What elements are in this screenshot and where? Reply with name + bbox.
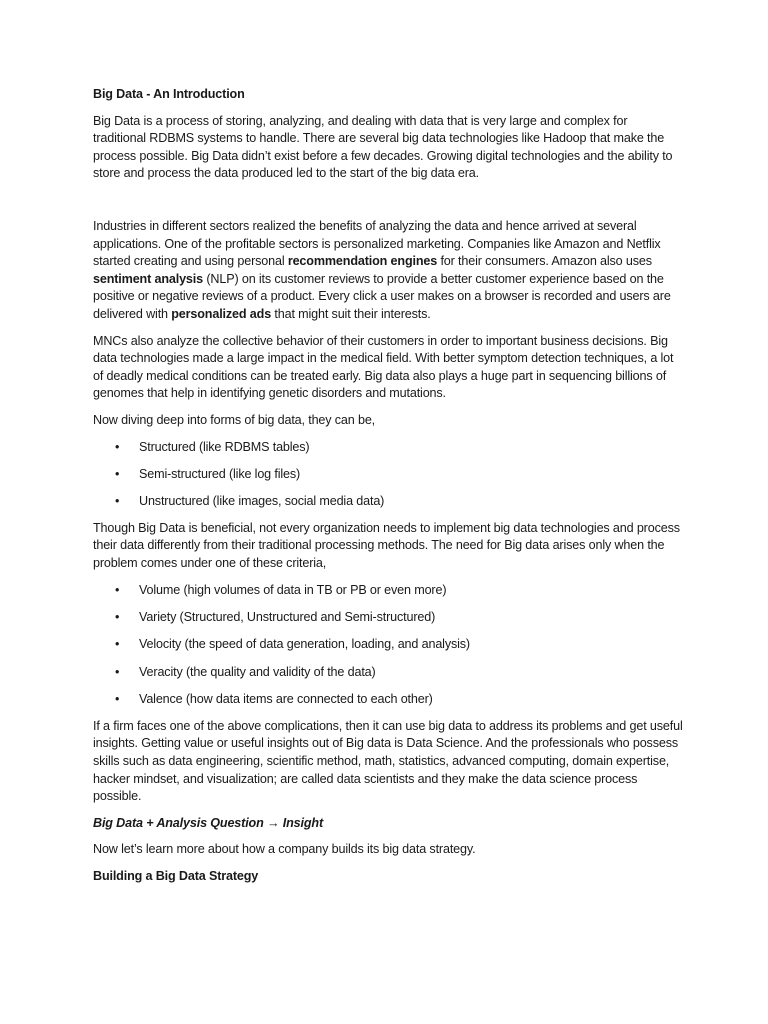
applications-text-3: (NLP) on its customer reviews to provide a better customer experience based on the positive or negative reviews of a product. Every click a user makes on a browser is recorded and users are delivered with	[93, 271, 671, 321]
mnc-paragraph: MNCs also analyze the collective behavior of their customers in order to important business decisions. Big data technologies made a large impact in the medical field. With better symptom detection techniques, a lot of deadly medical conditions can be treated early. Big data also plays a huge part in sequencing billions of genomes that help in identifying genetic disorders and mutations.	[93, 333, 674, 401]
applications-text-1: Industries in different sectors realized the benefits of analyzing the data and hence arrived at several applications. One of the profitable sectors is personalized marketing. Companies like Amazon and Netflix started creating and using personal	[93, 218, 661, 269]
list-item	[93, 439, 683, 457]
bullet-icon: •	[115, 637, 120, 652]
list-item	[93, 691, 683, 709]
strategy-intro-paragraph: Now let’s learn more about how a company builds its big data strategy.	[93, 842, 476, 857]
applications-paragraph	[93, 218, 683, 324]
list-item-text: Volume (high volumes of data in TB or PB or even more)	[139, 582, 447, 597]
list-item-text: Variety (Structured, Unstructured and Semi-structured)	[139, 610, 436, 625]
sentiment-analysis-term: sentiment analysis	[93, 271, 203, 286]
forms-intro-paragraph: Now diving deep into forms of big data, they can be,	[93, 412, 376, 427]
personalized-ads-term: personalized ads	[171, 306, 272, 321]
bullet-icon: •	[115, 494, 120, 509]
list-item	[93, 664, 683, 682]
list-item-text: Velocity (the speed of data generation, loading, and analysis)	[139, 637, 470, 652]
criteria-list	[93, 582, 683, 709]
list-item-text: Structured (like RDBMS tables)	[139, 439, 310, 454]
forms-list	[93, 439, 683, 511]
criteria-intro-paragraph: Though Big Data is beneficial, not every organization needs to implement big data technologies and process their data differently from their traditional processing methods. The need for Big data arises only when the problem comes under one of these criteria,	[93, 520, 680, 571]
bullet-icon: •	[115, 439, 120, 454]
bullet-icon: •	[115, 610, 120, 625]
list-item	[93, 609, 683, 627]
list-item-text: Unstructured (like images, social media data)	[139, 494, 385, 509]
list-item	[93, 493, 683, 511]
data-science-paragraph: If a firm faces one of the above complications, then it can use big data to address its problems and get useful insights. Getting value or useful insights out of Big data is Data Science. And the professionals who possess skills such as data engineering, scientific method, math, statistics, advanced computing, domain expertise, hacker mindset, and visualization; are called data scientists and they make the data science process possible.	[93, 718, 683, 804]
bullet-icon: •	[115, 582, 120, 597]
strategy-heading: Building a Big Data Strategy	[93, 868, 259, 883]
list-item-text: Valence (how data items are connected to each other)	[139, 692, 433, 707]
list-item-text: Semi-structured (like log files)	[139, 466, 301, 481]
list-item-text: Veracity (the quality and validity of the data)	[139, 664, 376, 679]
insight-formula: Big Data + Analysis Question → Insight	[93, 815, 324, 830]
document-page	[93, 86, 683, 895]
list-item	[93, 582, 683, 600]
document-title: Big Data - An Introduction	[93, 87, 245, 101]
list-item	[93, 636, 683, 654]
bullet-icon: •	[115, 664, 120, 679]
list-item	[93, 466, 683, 484]
bullet-icon: •	[115, 692, 120, 707]
applications-text-2: for their consumers. Amazon also uses	[437, 254, 652, 269]
applications-text-4: that might suit their interests.	[271, 306, 431, 321]
recommendation-engines-term: recommendation engines	[287, 254, 438, 269]
bullet-icon: •	[115, 466, 120, 481]
intro-paragraph: Big Data is a process of storing, analyzing, and dealing with data that is very large and complex for traditional RDBMS systems to handle. There are several big data technologies like Hadoop that make the process possible. Big Data didn’t exist before a few decades. Growing digital technologies and the ability to store and process the data produced led to the start of the big data era.	[93, 113, 673, 181]
